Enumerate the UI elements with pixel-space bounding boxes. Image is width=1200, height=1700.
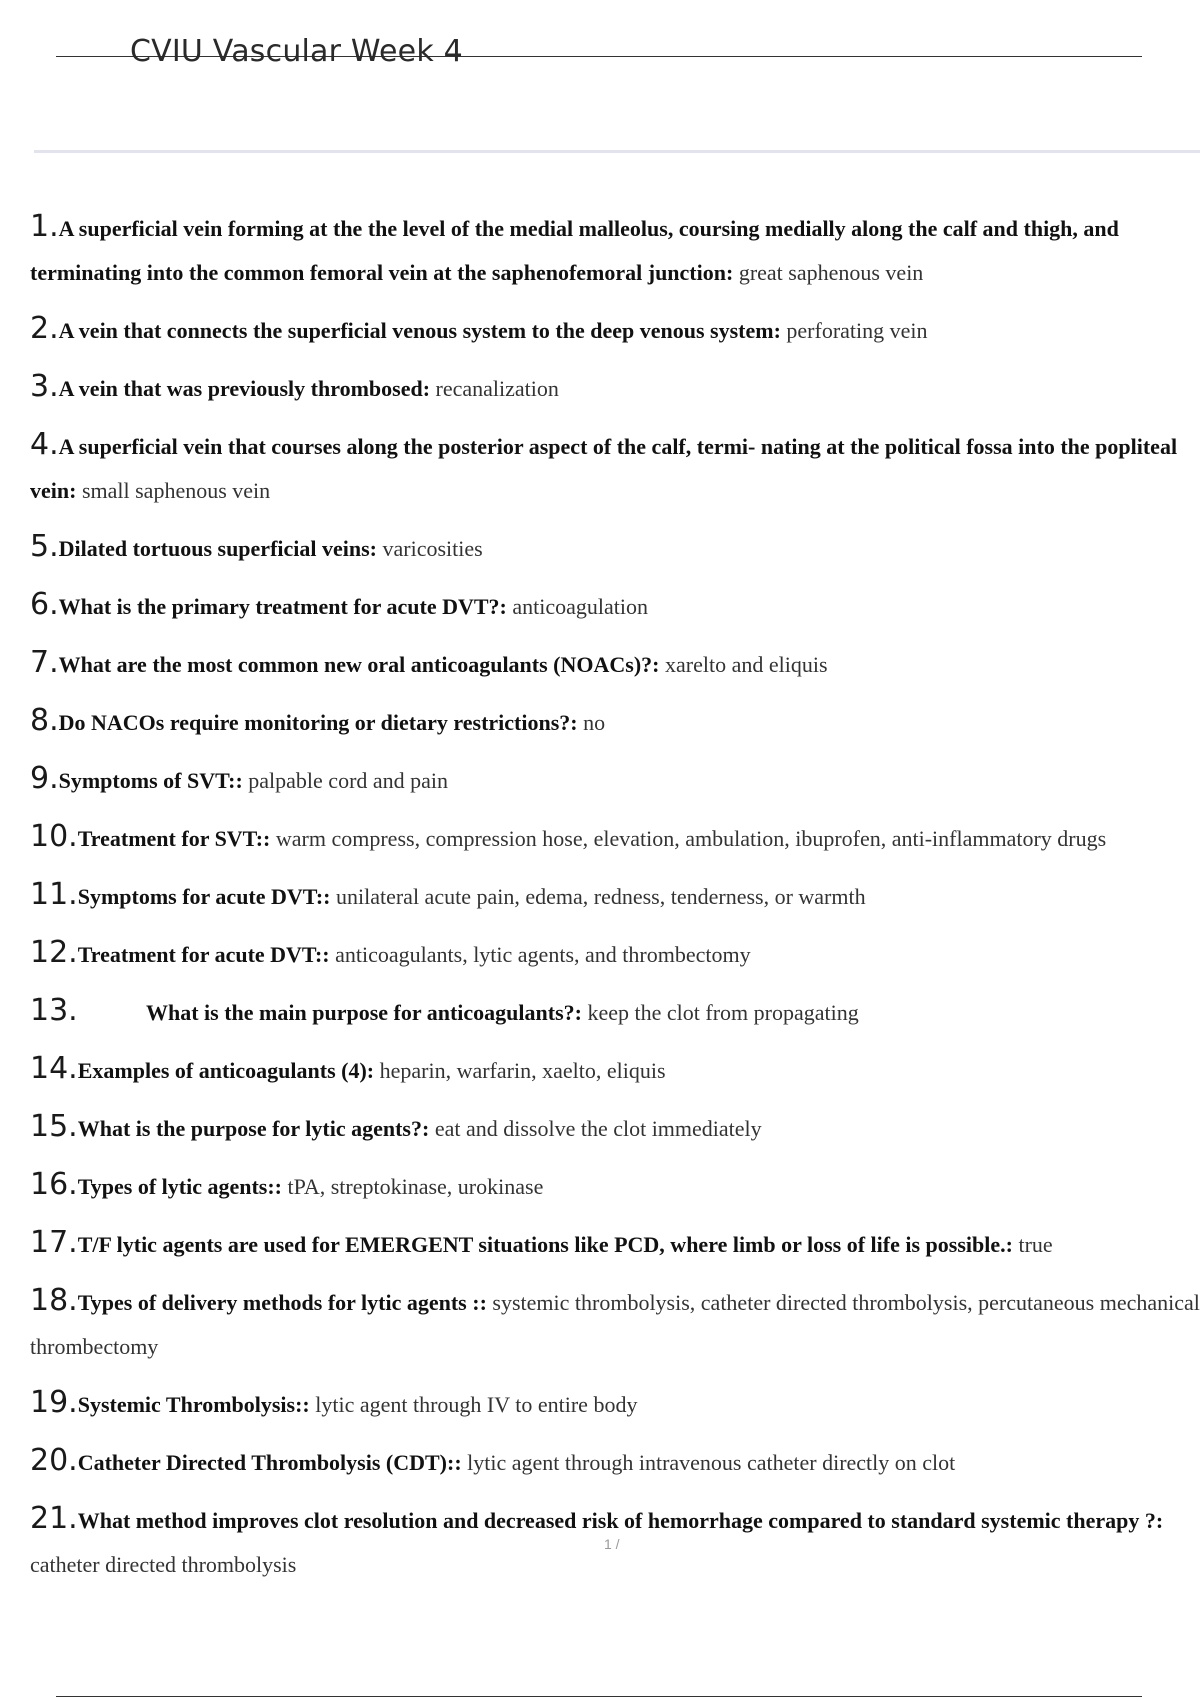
- item-number: 3.: [30, 369, 59, 404]
- item-number: 7.: [30, 645, 59, 680]
- item-number: 2.: [30, 311, 59, 346]
- qa-item-5: [30, 525, 1200, 571]
- item-question: A vein that connects the superficial venous system to the deep venous system:: [58, 318, 781, 343]
- item-number: 14.: [30, 1051, 78, 1086]
- item-question: A vein that was previously thrombosed:: [58, 376, 431, 401]
- item-answer: heparin, warfarin, xaelto, eliquis: [379, 1058, 666, 1083]
- item-number: 11.: [30, 877, 78, 912]
- item-question: A superficial vein that courses along the posterior aspect of the calf, termi- nating at the political fossa into the popliteal vein:: [30, 434, 1178, 503]
- qa-item-15: [30, 1105, 1200, 1151]
- item-question: A superficial vein forming at the the level of the medial malleolus, coursing medially along the calf and thigh, and terminating into the common femoral vein at the saphenofemoral junction:: [30, 216, 1119, 285]
- item-question: Symptoms for acute DVT::: [77, 884, 331, 909]
- item-number: 9.: [30, 761, 59, 796]
- item-question: What is the primary treatment for acute DVT?:: [58, 594, 507, 619]
- footer-rule: [56, 1696, 1142, 1697]
- qa-item-1: [30, 205, 1200, 295]
- item-question: Symptoms of SVT::: [58, 768, 243, 793]
- qa-item-6: [30, 583, 1200, 629]
- item-answer: xarelto and eliquis: [665, 652, 828, 677]
- item-number: 4.: [30, 427, 59, 462]
- item-question: What method improves clot resolution and decreased risk of hemorrhage compared to standard systemic therapy ?:: [77, 1508, 1164, 1533]
- item-question: What is the purpose for lytic agents?:: [77, 1116, 430, 1141]
- item-answer: no: [583, 710, 606, 735]
- item-question: Catheter Directed Thrombolysis (CDT)::: [77, 1450, 462, 1475]
- qa-item-4: [30, 423, 1200, 513]
- item-answer: anticoagulants, lytic agents, and thrombectomy: [335, 942, 751, 967]
- item-answer: unilateral acute pain, edema, redness, tenderness, or warmth: [335, 884, 866, 909]
- item-answer: recanalization: [435, 376, 559, 401]
- title-separator: [34, 150, 1200, 153]
- item-number: 8.: [30, 703, 59, 738]
- item-answer: lytic agent through intravenous catheter directly on clot: [467, 1450, 956, 1475]
- item-answer: eat and dissolve the clot immediately: [434, 1116, 762, 1141]
- item-answer: systemic thrombolysis, catheter directed thrombolysis, percutaneous mechanical thrombectomy: [30, 1290, 1200, 1359]
- qa-item-19: [30, 1381, 1200, 1427]
- item-number: 15.: [30, 1109, 78, 1144]
- item-question: Treatment for SVT::: [77, 826, 271, 851]
- item-answer: lytic agent through IV to entire body: [315, 1392, 638, 1417]
- item-answer: catheter directed thrombolysis: [30, 1552, 297, 1577]
- item-number: 20.: [30, 1443, 78, 1478]
- item-answer: tPA, streptokinase, urokinase: [287, 1174, 544, 1199]
- qa-item-8: [30, 699, 1200, 745]
- item-question: Treatment for acute DVT::: [77, 942, 330, 967]
- item-number: 19.: [30, 1385, 78, 1420]
- item-number: 21.: [30, 1501, 78, 1536]
- item-number: 6.: [30, 587, 59, 622]
- qa-item-18: [30, 1279, 1200, 1369]
- qa-item-16: [30, 1163, 1200, 1209]
- item-question: T/F lytic agents are used for EMERGENT situations like PCD, where limb or loss of life is possible.:: [77, 1232, 1013, 1257]
- item-answer: small saphenous vein: [81, 478, 271, 503]
- item-answer: warm compress, compression hose, elevation, ambulation, ibuprofen, anti-inflammatory drugs: [275, 826, 1107, 851]
- item-question: Examples of anticoagulants (4):: [77, 1058, 375, 1083]
- item-question: Dilated tortuous superficial veins:: [58, 536, 378, 561]
- qa-item-13: [30, 989, 1200, 1035]
- qa-item-11: [30, 873, 1200, 919]
- item-question: Do NACOs require monitoring or dietary restrictions?:: [58, 710, 578, 735]
- question-list: [30, 205, 1200, 1599]
- item-number: 10.: [30, 819, 78, 854]
- item-answer: keep the clot from propagating: [587, 1000, 859, 1025]
- item-question: Systemic Thrombolysis::: [77, 1392, 310, 1417]
- item-number: 12.: [30, 935, 78, 970]
- item-number: 5.: [30, 529, 59, 564]
- qa-item-10: [30, 815, 1200, 861]
- item-number: 13.: [30, 993, 78, 1028]
- qa-item-2: [30, 307, 1200, 353]
- qa-item-20: [30, 1439, 1200, 1485]
- qa-item-9: [30, 757, 1200, 803]
- item-answer: great saphenous vein: [738, 260, 924, 285]
- item-answer: perforating vein: [786, 318, 928, 343]
- item-number: 1.: [30, 209, 59, 244]
- item-number: 17.: [30, 1225, 78, 1260]
- qa-item-17: [30, 1221, 1200, 1267]
- item-answer: palpable cord and pain: [248, 768, 449, 793]
- qa-item-12: [30, 931, 1200, 977]
- item-question: What is the main purpose for anticoagulants?:: [146, 1000, 582, 1025]
- qa-item-7: [30, 641, 1200, 687]
- document-title: CVIU Vascular Week 4: [130, 34, 463, 69]
- item-number: 16.: [30, 1167, 78, 1202]
- item-question: What are the most common new oral anticoagulants (NOACs)?:: [58, 652, 660, 677]
- item-question: Types of delivery methods for lytic agents ::: [77, 1290, 487, 1315]
- item-number: 18.: [30, 1283, 78, 1318]
- qa-item-14: [30, 1047, 1200, 1093]
- page-number: 1 /: [604, 1536, 620, 1552]
- item-answer: anticoagulation: [512, 594, 649, 619]
- qa-item-3: [30, 365, 1200, 411]
- item-answer: varicosities: [382, 536, 483, 561]
- item-question: Types of lytic agents::: [77, 1174, 283, 1199]
- item-answer: true: [1018, 1232, 1053, 1257]
